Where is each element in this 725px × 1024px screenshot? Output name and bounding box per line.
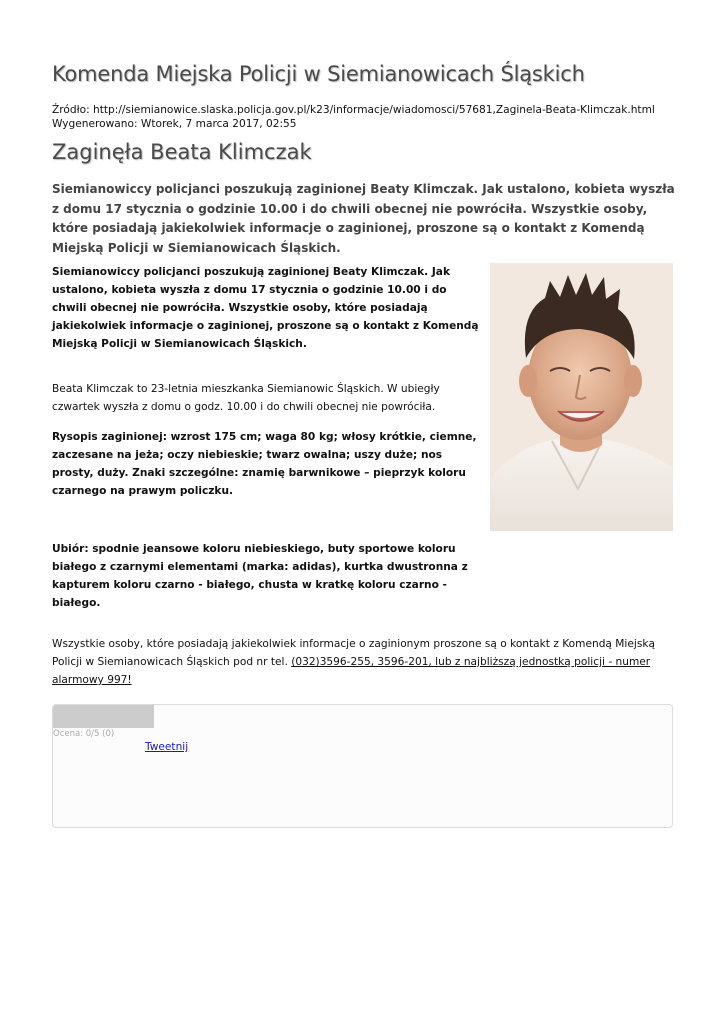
clothing-description: Ubiór: spodnie jeansowe koloru niebieskiego, buty sportowe koloru białego z czarnymi elementami (marka: adidas), kurtka dwustronna z kapturem koloru czarno - białego, chusta w kratkę koloru czarno - białego. — [52, 543, 468, 609]
tweet-link[interactable]: Tweetnij — [145, 741, 189, 753]
article-intro: Siemianowiccy policjanci poszukują zaginionej Beaty Klimczak. Jak ustalono, kobieta wyszła z domu 17 stycznia o godzinie 10.00 i do chwili obecnej nie powróciła. Wszystkie osoby, które posiadają jakiekolwiek informacje o zaginionej, proszone są o kontakt z Komendą Miejską Policji w Siemianowicach Śląskich. — [52, 266, 479, 350]
contact-text: Wszystkie osoby, które posiadają jakiekolwiek informacje o zaginionym proszone są o kontakt z Komendą Miejską Policji w Siemianowicach Śląskich pod nr tel. — [52, 638, 655, 668]
source-url: Źródło: http://siemianowice.slaska.policja.gov.pl/k23/informacje/wiadomosci/57681,Zaginela-Beata-Klimczak.html — [52, 104, 655, 116]
site-title: Komenda Miejska Policji w Siemianowicach Śląskich — [52, 62, 585, 86]
article-paragraph: Beata Klimczak to 23-letnia mieszkanka Siemianowic Śląskich. W ubiegły czwartek wyszła z domu o godz. 10.00 i do chwili obecnej nie powróciła. — [52, 383, 440, 413]
missing-person-photo — [490, 263, 673, 531]
article-lead: Siemianowiccy policjanci poszukują zaginionej Beaty Klimczak. Jak ustalono, kobieta wyszła z domu 17 stycznia o godzinie 10.00 i do chwili obecnej nie powróciła. Wszystkie osoby, które posiadają jakiekolwiek informacje o zaginionej, proszone są o kontakt z Komendą Miejską Policji w Siemianowicach Śląskich. — [52, 182, 675, 255]
person-description: Rysopis zaginionej: wzrost 175 cm; waga 80 kg; włosy krótkie, ciemne, zaczesane na jeża; oczy niebieskie; twarz owalna; uszy duże; nos prosty, duży. Znaki szczególne: znamię barwnikowe – pieprzyk koloru czarnego na prawym policzku. — [52, 431, 477, 497]
rating-label: Ocena: 0/5 (0) — [53, 729, 115, 739]
phone-numbers[interactable]: (032)3596-255, 3596-201, lub z najbliższą jednostką policji - numer alarmowy 997! — [52, 656, 651, 686]
portrait-illustration — [490, 263, 673, 531]
contact-paragraph — [52, 635, 677, 689]
article-title: Zaginęła Beata Klimczak — [52, 140, 312, 164]
rating-panel — [52, 704, 673, 828]
generated-date: Wygenerowano: Wtorek, 7 marca 2017, 02:55 — [52, 118, 297, 130]
meta-info — [52, 103, 655, 131]
rating-bar[interactable] — [53, 705, 154, 728]
